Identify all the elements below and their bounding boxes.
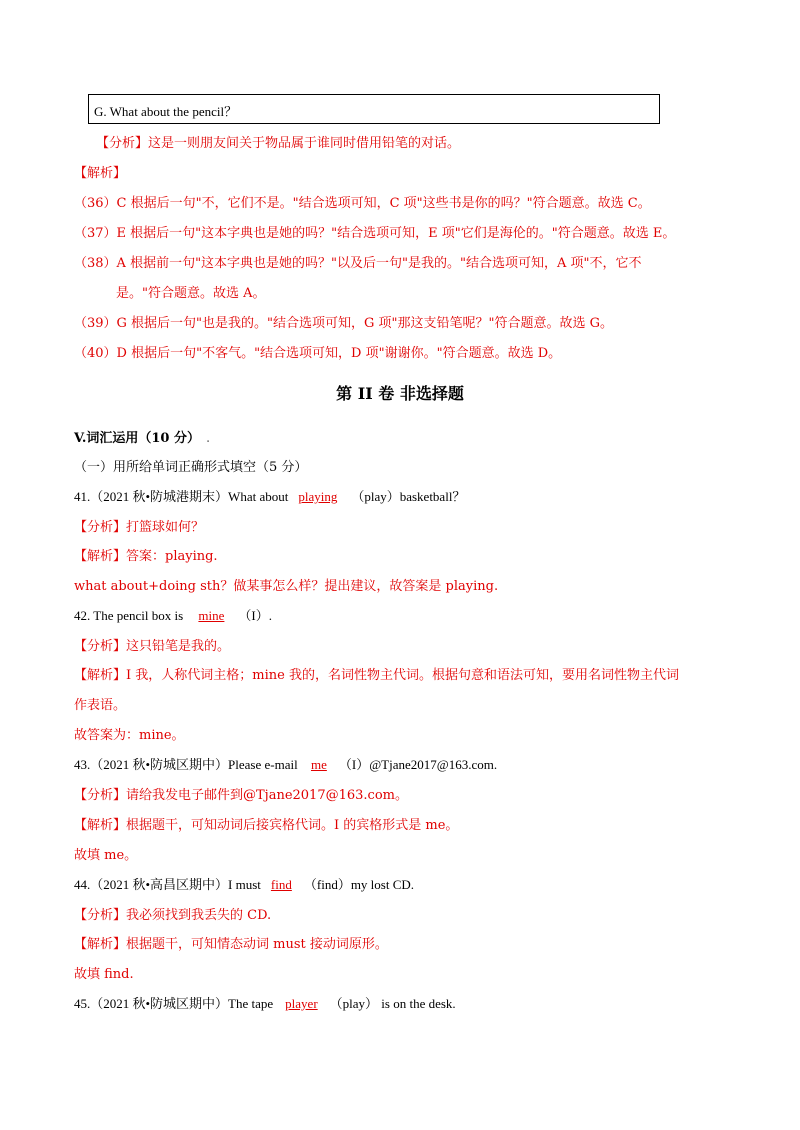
sub-title: （一）用所给单词正确形式填空（5 分） xyxy=(74,460,308,475)
intro-analysis: 【分析】这是一则朋友间关于物品属于谁同时借用铅笔的对话。 xyxy=(96,136,461,151)
question-44 xyxy=(74,874,414,893)
question-41 xyxy=(74,486,465,505)
q43-fenxi: 【分析】请给我发电子邮件到@Tjane2017@163.com。 xyxy=(74,788,408,803)
option-g-text: G. What about the pencil？ xyxy=(94,104,238,119)
option-box xyxy=(88,94,660,124)
q41-answer: playing xyxy=(298,489,338,504)
q45-answer: player xyxy=(285,996,318,1011)
explanation-36: （36）C 根据后一句"不，它们不是。"结合选项可知，C 项"这些书是你的吗？"符合题意。故选 C。 xyxy=(74,196,651,211)
q44-answer: find xyxy=(270,877,292,892)
q41-note: what about+doing sth？做某事怎么样？提出建议，故答案是 playing. xyxy=(74,579,499,594)
q43-jiexi: 【解析】根据题干，可知动词后接宾格代词。I 的宾格形式是 me。 xyxy=(74,818,459,833)
question-42 xyxy=(74,605,272,624)
q44-prefix: 44.（2021 秋•高昌区期中）I must xyxy=(74,877,261,892)
q42-answer-text: 故答案为：mine。 xyxy=(74,728,185,743)
q44-answer-text: 故填 find. xyxy=(74,967,134,982)
q41-prefix: 41.（2021 秋•防城港期末）What about xyxy=(74,489,289,504)
part-title-dot: . xyxy=(205,431,211,446)
explanation-40: （40）D 根据后一句"不客气。"结合选项可知，D 项"谢谢你。"符合题意。故选 D。 xyxy=(74,346,562,361)
q42-answer: mine xyxy=(198,608,225,623)
q43-suffix: （I）@Tjane2017@163.com. xyxy=(338,757,498,772)
q41-fenxi: 【分析】打篮球如何？ xyxy=(74,520,205,535)
part-title-text: V.词汇运用（10 分） xyxy=(74,431,200,446)
explanation-38: （38）A 根据前一句"这本字典也是她的吗？"以及后一句"是我的。"结合选项可知，A 项"不，它不 xyxy=(74,256,642,271)
q43-answer: me xyxy=(310,757,327,772)
q45-suffix: （play） is on the desk. xyxy=(329,996,456,1011)
question-45 xyxy=(74,993,456,1012)
section-title: 第 II 卷 非选择题 xyxy=(336,384,464,403)
question-43 xyxy=(74,754,497,773)
explanation-38-cont: 是。"符合题意。故选 A。 xyxy=(116,286,266,301)
q43-answer-text: 故填 me。 xyxy=(74,848,138,863)
q42-fenxi: 【分析】这只铅笔是我的。 xyxy=(74,639,231,654)
q42-jiexi-2: 作表语。 xyxy=(74,698,127,713)
q44-fenxi: 【分析】我必须找到我丢失的 CD. xyxy=(74,908,272,923)
q42-jiexi-1: 【解析】I 我，人称代词主格；mine 我的，名词性物主代词。根据句意和语法可知，要用名词性物主代词 xyxy=(74,668,679,683)
part-title xyxy=(74,427,210,446)
explanation-37: （37）E 根据后一句"这本字典也是她的吗？"结合选项可知，E 项"它们是海伦的。"符合题意。故选 E。 xyxy=(74,226,676,241)
q41-suffix: （play）basketball？ xyxy=(351,489,466,504)
jiexi-header: 【解析】 xyxy=(74,166,127,181)
q41-jiexi: 【解析】答案：playing. xyxy=(74,549,218,564)
q45-prefix: 45.（2021 秋•防城区期中）The tape xyxy=(74,996,274,1011)
q42-prefix: 42. The pencil box is xyxy=(74,608,187,623)
q44-suffix: （find）my lost CD. xyxy=(303,877,415,892)
q42-suffix: （I）. xyxy=(238,608,273,623)
q44-jiexi: 【解析】根据题干，可知情态动词 must 接动词原形。 xyxy=(74,937,388,952)
explanation-39: （39）G 根据后一句"也是我的。"结合选项可知，G 项"那这支铅笔呢？"符合题意。故选 G。 xyxy=(74,316,614,331)
q43-prefix: 43.（2021 秋•防城区期中）Please e-mail xyxy=(74,757,301,772)
